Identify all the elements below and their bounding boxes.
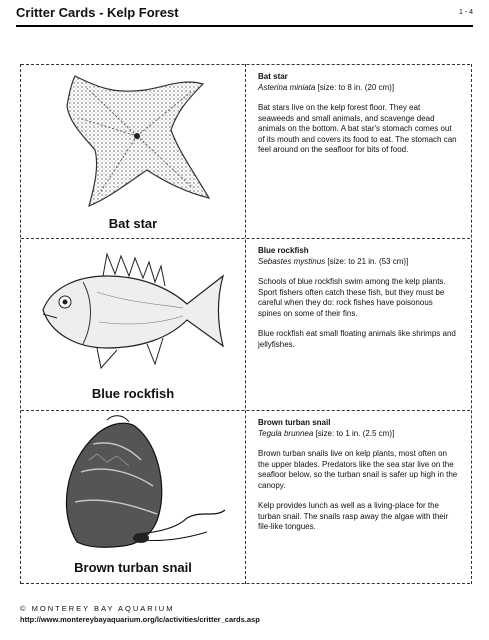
header-rule	[16, 25, 473, 27]
description-paragraph: Kelp provides lunch as well as a living-place for the turban snail. The snails rasp away the algae with their file-like tongues.	[258, 501, 449, 531]
page-header	[16, 4, 473, 26]
page-number: 1 - 4	[458, 9, 473, 16]
card-description	[258, 246, 458, 360]
page-footer	[20, 604, 460, 624]
card-description	[258, 72, 458, 166]
size-info: [size: to 8 in. (20 cm)]	[315, 82, 395, 92]
description-paragraph: Blue rockfish eat small floating animals like shrimps and jellyfishes.	[258, 329, 456, 349]
brown-turban-snail-illustration	[37, 414, 233, 552]
critter-card-brown-turban-snail	[21, 410, 470, 583]
scientific-name: Asterina miniata	[258, 82, 316, 92]
source-url-link[interactable]: http://www.montereybayaquarium.org/lc/activities/critter_cards.asp	[20, 615, 260, 624]
critter-card-blue-rockfish	[21, 238, 470, 410]
common-name: Brown turban snail	[258, 418, 331, 427]
common-name: Bat star	[258, 72, 288, 81]
scientific-name: Tegula brunnea	[258, 428, 314, 438]
size-info: [size: to 1 in. (2.5 cm)]	[313, 428, 395, 438]
bat-star-illustration	[37, 70, 233, 210]
description-paragraph: Brown turban snails live on kelp plants, most often on the upper blades. Predators like the sea star live on the seafloor below, so the turban snail is safer up high in the canopy.	[258, 449, 458, 490]
description-paragraph: Bat stars live on the kelp forest floor. They eat seaweeds and small animals, and scavenge dead animals on the bottom. A bat star's stomach comes out of its mouth and covers its food to eat. The stomach can feel around on the seafloor for bits of food.	[258, 103, 457, 154]
card-sheet	[20, 64, 472, 584]
card-title: Bat star	[108, 216, 158, 231]
card-title: Brown turban snail	[74, 560, 192, 575]
critter-card-bat-star	[21, 64, 470, 238]
description-paragraph: Schools of blue rockfish swim among the kelp plants. Sport fishers often catch these fish, but they must be careful when they do: rock fishes have poisonous spines on some of their fins.	[258, 277, 446, 318]
blue-rockfish-illustration	[37, 252, 233, 372]
scientific-name: Sebastes mystinus	[258, 256, 326, 266]
page-title: Critter Cards - Kelp Forest	[16, 5, 179, 20]
common-name: Blue rockfish	[258, 246, 309, 255]
copyright-text: © MONTEREY BAY AQUARIUM	[20, 604, 175, 613]
card-title: Blue rockfish	[91, 386, 175, 401]
card-description	[258, 418, 458, 543]
size-info: [size: to 21 in. (53 cm)]	[325, 256, 409, 266]
